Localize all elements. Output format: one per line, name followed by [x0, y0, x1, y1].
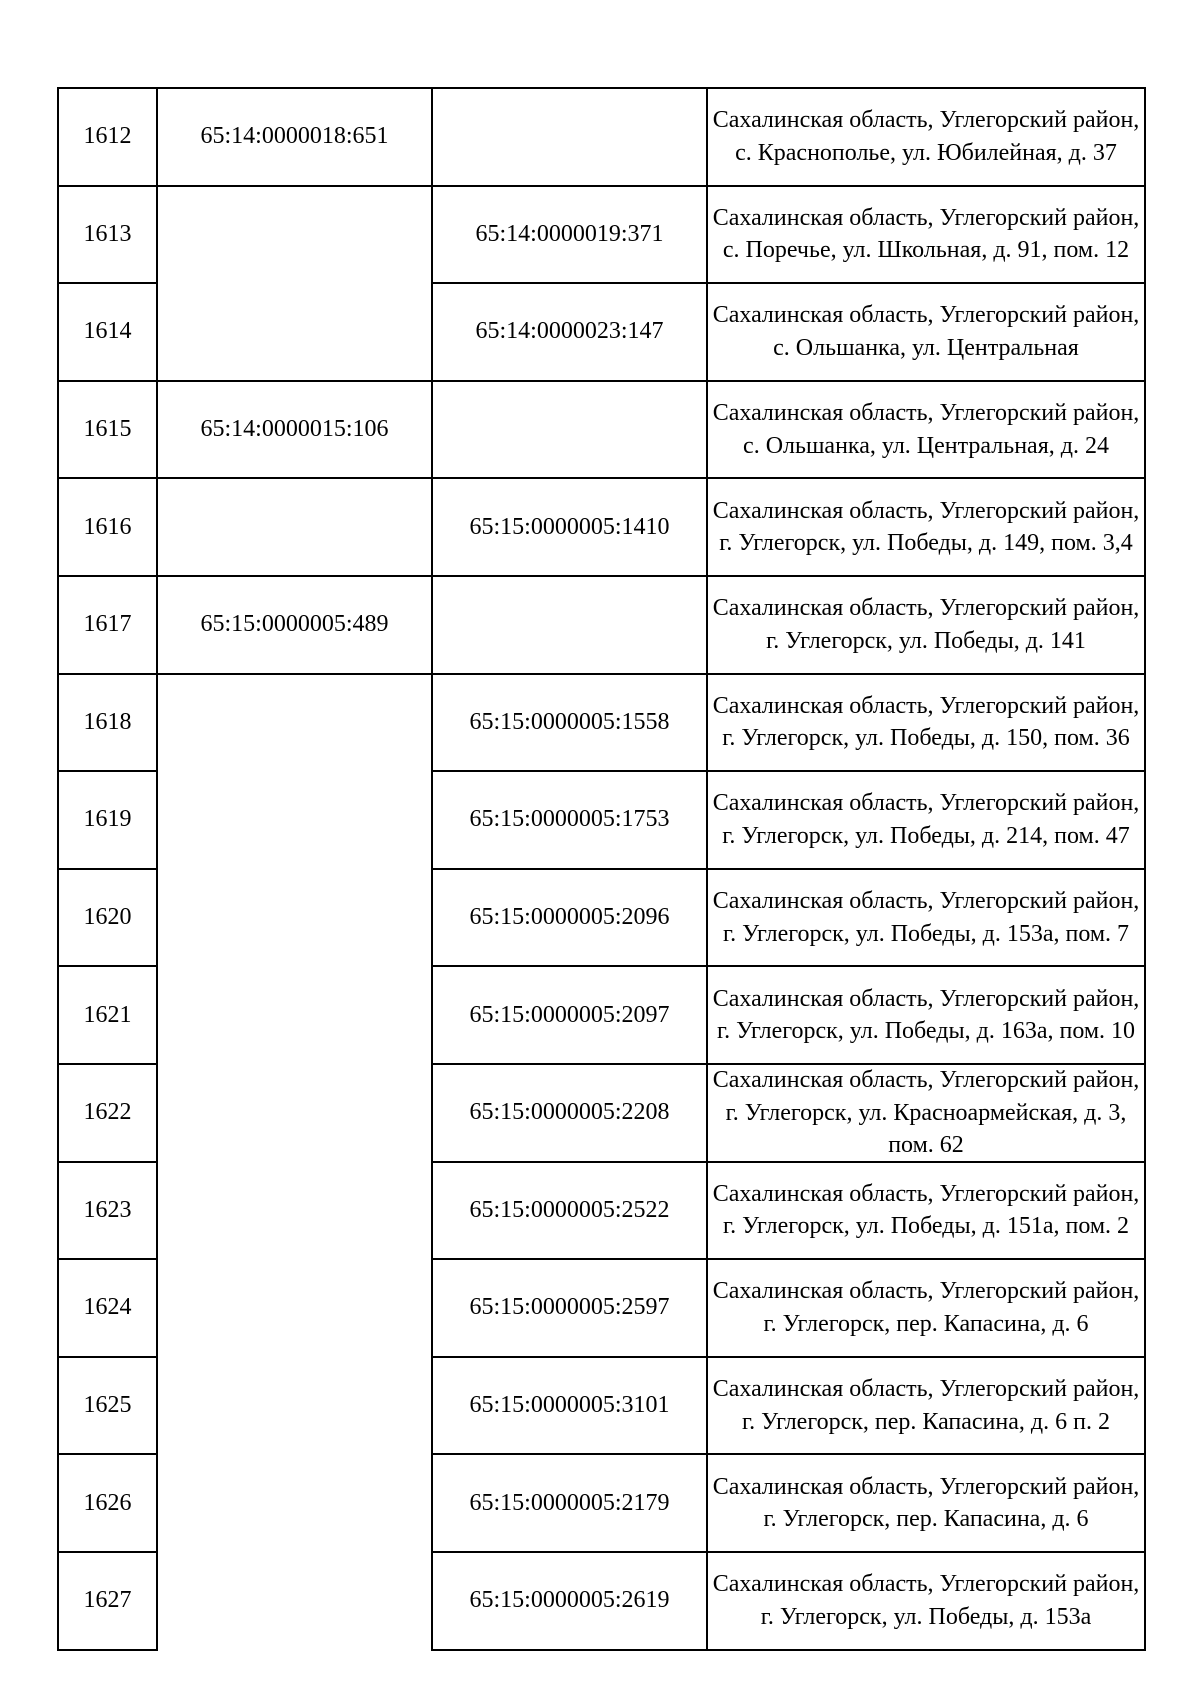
row-border-addr: [706, 380, 1146, 382]
row-border-land: [156, 477, 433, 479]
address-cell: Сахалинская область, Углегорский район, г. Углегорск, ул. Победы, д. 163а, пом. 10: [712, 985, 1140, 1045]
row-border-object: [431, 965, 708, 967]
address-cell: Сахалинская область, Углегорский район, г. Углегорск, ул. Победы, д. 151а, пом. 2: [712, 1180, 1140, 1240]
row-border-object: [431, 87, 708, 89]
row-number: 1627: [83, 1587, 132, 1614]
row-number: 1613: [83, 220, 132, 247]
row-border-object: [431, 1453, 708, 1455]
object-cadastral-number: 65:15:0000005:2597: [469, 1294, 670, 1321]
object-cadastral-number: 65:15:0000005:1753: [469, 806, 670, 833]
land-cadastral-number: [158, 967, 431, 1063]
row-border-addr: [706, 1453, 1146, 1455]
address-cell: Сахалинская область, Углегорский район, г. Углегорск, ул. Красноармейская, д. 3, пом. 62: [712, 1067, 1140, 1159]
land-cadastral-number: [158, 1163, 431, 1259]
address-cell: Сахалинская область, Углегорский район, г. Углегорск, ул. Победы, д. 141: [712, 595, 1140, 654]
row-number: 1623: [83, 1196, 132, 1223]
row-border-object: [431, 770, 708, 772]
row-border-object: [431, 282, 708, 284]
object-cadastral-number: 65:15:0000005:2522: [469, 1196, 670, 1223]
row-border-num: [57, 1161, 158, 1163]
row-border-addr: [706, 965, 1146, 967]
address-cell: Сахалинская область, Углегорский район, г. Углегорск, ул. Победы, д. 153а: [712, 1571, 1140, 1630]
row-number: 1625: [83, 1392, 132, 1419]
land-cadastral-number: [158, 1455, 431, 1551]
land-cadastral-number: [158, 1553, 431, 1649]
row-border-num: [57, 575, 158, 577]
row-border-num: [57, 282, 158, 284]
land-cadastral-number: 65:14:0000015:106: [200, 416, 389, 443]
address-cell: Сахалинская область, Углегорский район, г. Углегорск, ул. Победы, д. 153а, пом. 7: [712, 888, 1140, 947]
row-border-addr: [706, 575, 1146, 577]
row-border-object: [431, 477, 708, 479]
row-number: 1614: [83, 318, 132, 345]
row-border-num: [57, 868, 158, 870]
row-border-num: [57, 1551, 158, 1553]
land-cadastral-number: [158, 870, 431, 966]
row-border-num: [57, 1063, 158, 1065]
address-cell: Сахалинская область, Углегорский район, с. Краснополье, ул. Юбилейная, д. 37: [712, 107, 1140, 166]
object-cadastral-number: 65:15:0000005:2208: [469, 1099, 670, 1126]
address-cell: Сахалинская область, Углегорский район, с. Ольшанка, ул. Центральная: [712, 302, 1140, 361]
land-cadastral-number: 65:15:0000005:489: [200, 611, 389, 638]
row-border-addr: [706, 282, 1146, 284]
row-border-object: [431, 1161, 708, 1163]
row-number: 1620: [83, 904, 132, 931]
row-border-num: [57, 1258, 158, 1260]
land-cadastral-number: [158, 479, 431, 575]
row-number: 1612: [83, 123, 132, 150]
row-border-num: [57, 1356, 158, 1358]
row-border-object: [431, 575, 708, 577]
land-cadastral-number: 65:14:0000018:651: [200, 123, 389, 150]
row-border-land: [156, 87, 433, 89]
land-cadastral-number: [158, 1358, 431, 1454]
row-border-object: [431, 868, 708, 870]
bottom-border-num: [57, 1649, 158, 1651]
bottom-border-object: [431, 1649, 708, 1651]
bottom-border-addr: [706, 1649, 1146, 1651]
row-number: 1621: [83, 1001, 132, 1028]
row-number: 1617: [83, 611, 132, 638]
row-number: 1615: [83, 416, 132, 443]
row-border-addr: [706, 1063, 1146, 1065]
object-cadastral-number: [433, 382, 706, 478]
row-number: 1626: [83, 1489, 132, 1516]
row-border-object: [431, 185, 708, 187]
object-cadastral-number: 65:15:0000005:2097: [469, 1001, 670, 1028]
address-cell: Сахалинская область, Углегорский район, г. Углегорск, пер. Капасина, д. 6: [712, 1473, 1140, 1533]
address-cell: Сахалинская область, Углегорский район, г. Углегорск, ул. Победы, д. 150, пом. 36: [712, 692, 1140, 752]
row-border-num: [57, 1453, 158, 1455]
object-cadastral-number: 65:15:0000005:2096: [469, 904, 670, 931]
row-number: 1619: [83, 806, 132, 833]
object-cadastral-number: 65:15:0000005:1558: [469, 708, 670, 735]
row-border-addr: [706, 1551, 1146, 1553]
address-cell: Сахалинская область, Углегорский район, г. Углегорск, пер. Капасина, д. 6: [712, 1278, 1140, 1337]
row-border-addr: [706, 477, 1146, 479]
land-cadastral-number: [158, 1260, 431, 1356]
land-cadastral-number: [158, 187, 431, 283]
row-border-num: [57, 770, 158, 772]
object-cadastral-number: 65:15:0000005:3101: [469, 1392, 670, 1419]
row-border-addr: [706, 673, 1146, 675]
row-border-addr: [706, 185, 1146, 187]
object-cadastral-number: 65:14:0000019:371: [475, 220, 664, 247]
object-cadastral-number: 65:15:0000005:1410: [469, 513, 670, 540]
row-border-object: [431, 380, 708, 382]
row-border-addr: [706, 770, 1146, 772]
row-border-land: [156, 380, 433, 382]
row-border-land: [156, 575, 433, 577]
row-number: 1622: [83, 1099, 132, 1126]
row-border-addr: [706, 87, 1146, 89]
row-border-object: [431, 673, 708, 675]
object-cadastral-number: 65:15:0000005:2179: [469, 1489, 670, 1516]
row-border-num: [57, 477, 158, 479]
address-cell: Сахалинская область, Углегорский район, г. Углегорск, ул. Победы, д. 214, пом. 47: [712, 790, 1140, 849]
row-border-num: [57, 87, 158, 89]
land-cadastral-number: [158, 675, 431, 771]
address-cell: Сахалинская область, Углегорский район, г. Углегорск, пер. Капасина, д. 6 п. 2: [712, 1376, 1140, 1435]
row-border-num: [57, 185, 158, 187]
land-cadastral-number: [158, 772, 431, 868]
row-number: 1624: [83, 1294, 132, 1321]
object-cadastral-number: 65:15:0000005:2619: [469, 1587, 670, 1614]
object-cadastral-number: [433, 89, 706, 185]
row-border-land: [156, 673, 433, 675]
row-border-num: [57, 673, 158, 675]
object-cadastral-number: 65:14:0000023:147: [475, 318, 664, 345]
object-cadastral-number: [433, 577, 706, 673]
row-number: 1616: [83, 513, 132, 540]
row-border-num: [57, 380, 158, 382]
address-cell: Сахалинская область, Углегорский район, г. Углегорск, ул. Победы, д. 149, пом. 3,4: [712, 497, 1140, 557]
row-border-addr: [706, 1356, 1146, 1358]
row-border-land: [156, 185, 433, 187]
row-border-addr: [706, 868, 1146, 870]
row-number: 1618: [83, 708, 132, 735]
row-border-object: [431, 1551, 708, 1553]
row-border-num: [57, 965, 158, 967]
address-cell: Сахалинская область, Углегорский район, с. Ольшанка, ул. Центральная, д. 24: [712, 400, 1140, 459]
row-border-addr: [706, 1258, 1146, 1260]
row-border-addr: [706, 1161, 1146, 1163]
row-border-object: [431, 1063, 708, 1065]
address-cell: Сахалинская область, Углегорский район, с. Поречье, ул. Школьная, д. 91, пом. 12: [712, 204, 1140, 264]
land-cadastral-number: [158, 284, 431, 380]
row-border-object: [431, 1356, 708, 1358]
land-cadastral-number: [158, 1065, 431, 1161]
row-border-object: [431, 1258, 708, 1260]
